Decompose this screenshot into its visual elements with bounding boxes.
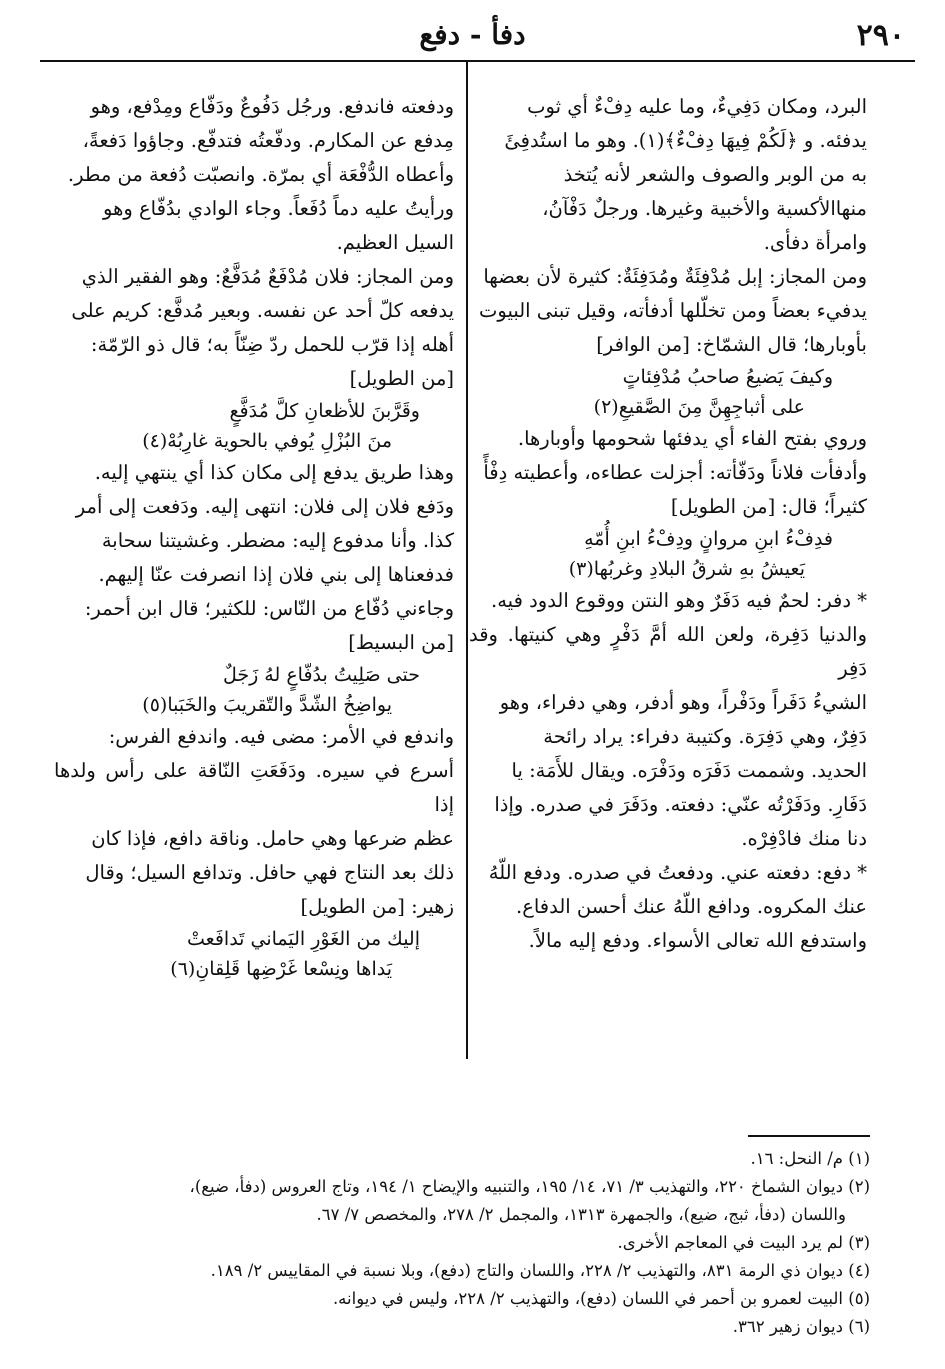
text-line: زهير: [من الطويل] <box>300 895 454 918</box>
footnote-rule <box>748 1135 870 1137</box>
verse-line: يَداها ونِسْعا غَرْضِها قَلِقانِ(٦) <box>170 958 392 980</box>
text-line: بأوبارها؛ قال الشمّاخ: [من الوافر] <box>596 333 867 356</box>
meter-label: [من البسيط] <box>348 631 454 654</box>
text-line: الشيءُ دَفَراً ودَفْراً، وهو أدفر، وهي دفراء، وهو <box>499 691 867 714</box>
footnote: (١) م/ النحل: ١٦. <box>750 1149 870 1168</box>
footnote: (٦) ديوان زهير ٣٦٢. <box>732 1317 870 1336</box>
text-line: وأدفأت فلاناً ودَفّأته: أجزلت عطاءه، وأعطيته دِفْأً <box>483 461 867 484</box>
verse-line: إليك من الغَوْرِ اليَماني تَدافَعتْ <box>187 928 420 950</box>
verse-line: فدِفْءُ ابنِ مروانٍ ودِفْءُ ابنِ أُمّهِ <box>584 528 833 550</box>
verse-line: وكيفَ يَضيعُ صاحبُ مُدْفِئاتٍ <box>622 366 833 388</box>
text-line: يدفعه كلّ أحد عن نفسه. وبعير مُدفَّع: كريم على <box>71 299 454 322</box>
text-line: وأعطاه الدُّفْعَة أي بمرّة. وانصبّت دُفعة من مطر. <box>67 163 454 186</box>
text-line: يدفئه. و ﴿لَكُمْ فِيهَا دِفْءٌ﴾(١). وهو ما استُدفِئَ <box>504 129 867 152</box>
footnote: (٤) ديوان ذي الرمة ٨٣١، والتهذيب ٢/ ٢٢٨، واللسان والتاج (دفع)، وبلا نسبة في المقاييس ٢/ ١٨٩. <box>210 1261 870 1280</box>
text-line: وجاءني دُفّاع من النّاس: للكثير؛ قال ابن أحمر: <box>84 597 454 620</box>
text-line: يدفيء بعضاً ومن تخلّلها أدفأته، وقيل تبنى البيوت <box>479 299 867 322</box>
entry-line: * دفع: دفعته عني. ودفعتُ في صدره. ودفع اللّهُ <box>488 861 867 884</box>
text-line: واندفع في الأمر: مضى فيه. واندفع الفرس: <box>108 725 454 748</box>
footnote: (٥) البيت لعمرو بن أحمر في اللسان (دفع)، والتهذيب ٢/ ٢٢٨، وليس في ديوانه. <box>332 1289 870 1308</box>
footnote: (٣) لم يرد البيت في المعاجم الأخرى. <box>617 1233 870 1252</box>
column-divider <box>466 62 468 1059</box>
verse-line: حتى صَلِيتُ بدُفّاعٍ لهُ زَجَلٌ <box>222 664 420 686</box>
text-line: كثيراً؛ قال: [من الطويل] <box>670 495 867 518</box>
verse-line: يَعيشُ بهِ شرقُ البلادِ وغربُها(٣) <box>568 558 805 580</box>
text-line: دنا منك فادْفِرْه. <box>741 827 867 850</box>
footnote: (٢) ديوان الشماخ ٢٢٠، والتهذيب ٣/ ٧١، ١٤/ ١٩٥، والتنبيه والإيضاح ١/ ١٩٤، وتاج العروس (دفأ، ضيع)، <box>189 1177 870 1196</box>
text-line: ومن المجاز: فلان مُدْفَعٌ مُدَفَّعٌ: وهو الفقير الذي <box>81 265 454 288</box>
text-line: وامرأة دفأى. <box>763 231 867 254</box>
text-line: ورأيتُ عليه دماً دُفَعاً. وجاء الوادي بدُفّاع وهو <box>103 197 454 220</box>
header-rule <box>40 60 915 62</box>
text-line: السيل العظيم. <box>336 231 454 254</box>
text-line: كذا. وأنا مدفوع إليه: مضطر. وغشيتنا سحابة <box>101 529 454 552</box>
text-line: منهاالأكسية والأخبية وغيرها. ورجلٌ دَفْآنُ، <box>542 197 867 220</box>
text-line: به من الوبر والصوف والشعر لأنه يُتخذ <box>563 163 867 186</box>
verse-line: يواضِخُ الشّدَّ والتّقريبَ والخَبَبا(٥) <box>142 694 392 716</box>
text-line: واستدفع الله تعالى الأسواء. ودفع إليه مالاً. <box>528 929 867 952</box>
page-header <box>40 14 905 54</box>
meter-label: [من الطويل] <box>349 367 454 390</box>
left-column <box>54 90 454 984</box>
verse-line: على أثباجِهِنَّ مِنَ الصَّقيعِ(٢) <box>593 396 805 418</box>
footnote: واللسان (دفأ، ثبج، ضيع)، والجمهرة ١٣١٣، والمجمل ٢/ ٢٧٨، والمخصص ٧/ ٦٧. <box>316 1205 846 1224</box>
text-line: مِدفع عن المكارم. ودفّعتُه فتدفّع. وجاؤوا دَفعةً، <box>82 129 454 152</box>
text-line: الحديد. وشممت دَفَرَه ودَفْرَه. ويقال للأَمَة: يا <box>511 759 867 782</box>
text-line: أهله إذا قرّب للحمل ردّ ضِنّاً به؛ قال ذو الرّمّة: <box>90 333 454 356</box>
text-line: ودَفع فلان إلى فلان: انتهى إليه. ودَفعت إلى أمر <box>75 495 454 518</box>
running-title: دفأ - دفع <box>419 18 526 51</box>
text-line: البرد، ومكان دَفِيءٌ، وما عليه دِفْءٌ أي ثوب <box>527 95 867 118</box>
text-line: ومن المجاز: إبل مُدْفِئَةٌ ومُدَفِئَةٌ: كثيرة لأن بعضها <box>483 265 867 288</box>
entry-line: * دفر: لحمٌ فيه دَفَرٌ وهو النتن ووقوع الدود فيه. <box>491 589 867 612</box>
text-line: عنك المكروه. ودافع اللّهُ عنك أحسن الدفاع. <box>516 895 867 918</box>
text-line: دَفِرٌ، وهي دَفِرَة. وكتيبة دفراء: يراد رائحة <box>543 725 867 748</box>
text-line: أسرع في سيره. ودَفَعَتِ النّاقة على رأس ولدها إذا <box>54 759 454 816</box>
text-line: وروي بفتح الفاء أي يدفئها شحومها وأوبارها. <box>517 427 867 450</box>
text-line: ذلك بعد النتاج فهي حافل. وتدافع السيل؛ وقال <box>85 861 454 884</box>
footnotes <box>70 1145 870 1341</box>
page-number: ٢٩٠ <box>856 18 905 53</box>
text-line: فدفعناها إلى بني فلان إذا انصرفت عنّا إليهم. <box>98 563 454 586</box>
right-column <box>469 90 867 958</box>
verse-line: وقَرَّبنَ للأظعانِ كلَّ مُدَفَّعٍ <box>229 400 420 422</box>
text-line: دَفَارِ. ودَفَرْتُه عنّي: دفعته. ودَفَرَ في صدره. وإذا <box>494 793 867 816</box>
text-line: وهذا طريق يدفع إلى مكان كذا أي ينتهي إليه. <box>94 461 454 484</box>
verse-line: منَ البُزْلِ يُوفي بالحوية غارِبُهْ(٤) <box>142 430 392 452</box>
text-line: عظم ضرعها وهي حامل. وناقة دافع، فإذا كان <box>91 827 454 850</box>
text-line: ودفعته فاندفع. ورجُل دَفُوعٌ ودَفّاع ومِدْفع، وهو <box>90 95 454 118</box>
text-line: والدنيا دَفِرة، ولعن الله أمَّ دَفْرٍ وهي كنيتها. وقد دَفِر <box>469 623 867 680</box>
